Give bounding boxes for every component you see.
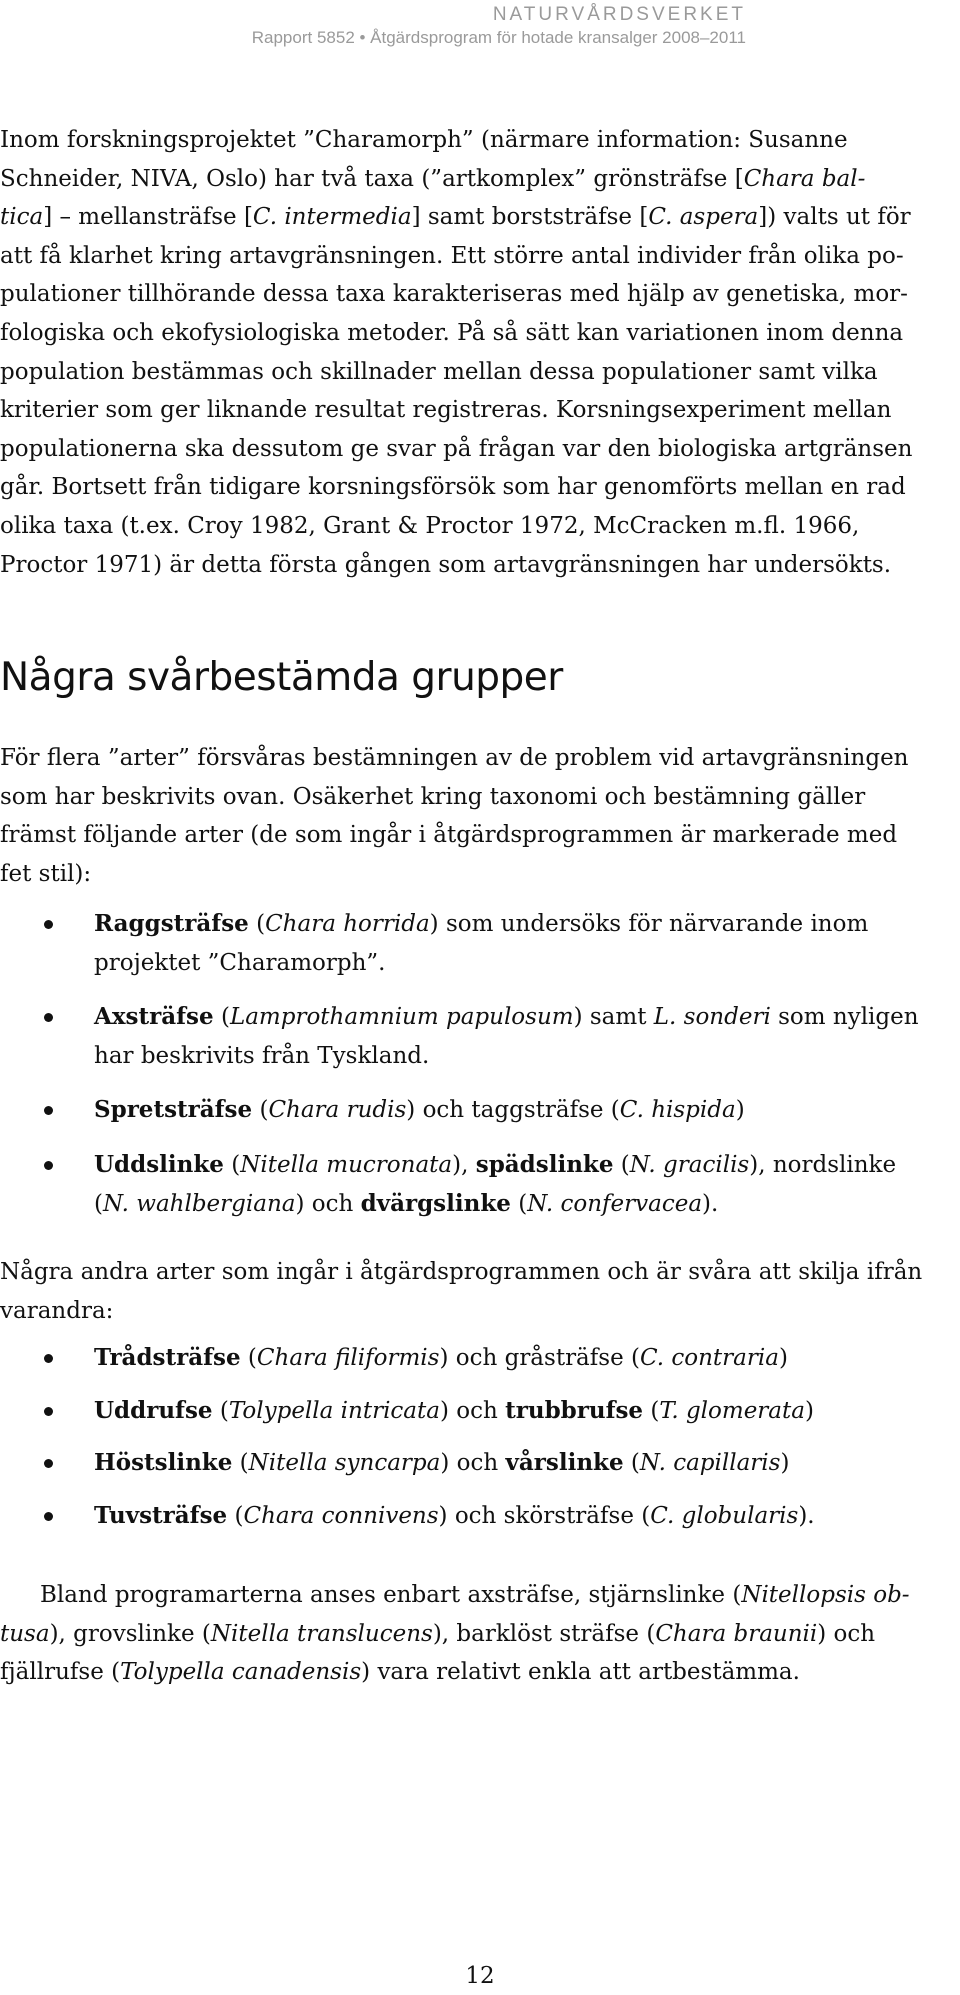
- bullet-icon: [44, 1459, 53, 1468]
- text-line: [0, 855, 958, 894]
- text-run: (: [94, 1190, 103, 1217]
- species-list-uncertain: [0, 905, 958, 1239]
- species-common-name: spädslinke: [475, 1150, 614, 1178]
- list-item: [0, 905, 958, 982]
- species-name: C. hispida: [619, 1097, 736, 1124]
- text-line: [94, 950, 386, 976]
- text-run: går. Bortsett från tidigare korsningsförsök som har genomförts mellan en rad: [0, 474, 906, 501]
- text-line: [94, 1450, 789, 1476]
- text-line: [0, 816, 958, 855]
- text-run: populationerna ska dessutom ge svar på frågan var den biologiska artgränsen: [0, 435, 913, 462]
- text-line: [94, 1004, 919, 1030]
- text-line: [0, 430, 958, 469]
- text-run: (: [252, 1097, 269, 1124]
- text-line: [0, 353, 958, 392]
- species-name: Nitella syncarpa: [248, 1450, 441, 1477]
- species-name: Chara rudis: [268, 1097, 407, 1124]
- list-item: [0, 998, 958, 1075]
- species-common-name: dvärgslinke: [360, 1189, 511, 1217]
- text-run: ), nordslinke: [749, 1151, 897, 1178]
- text-run: som nyligen: [770, 1004, 919, 1031]
- text-run: fjällrufse (: [0, 1659, 121, 1686]
- species-list-hard-to-separate: [0, 1339, 958, 1549]
- text-line: [94, 1152, 896, 1178]
- text-run: kriterier som ger liknande resultat registreras. Korsningsexperiment mellan: [0, 397, 892, 424]
- species-common-name: trubbrufse: [505, 1396, 644, 1424]
- species-common-name: Höstslinke: [94, 1449, 233, 1477]
- header-report-title: Rapport 5852 • Åtgärdsprogram för hotade kransalger 2008–2011: [251, 28, 746, 47]
- text-run: (: [623, 1450, 640, 1477]
- list-item: [0, 1146, 958, 1223]
- text-run: ] samt borststräfse [: [411, 204, 649, 231]
- bullet-icon: [44, 1013, 53, 1022]
- species-name: tusa: [0, 1620, 50, 1647]
- text-run: Några andra arter som ingår i åtgärdsprogrammen och är svåra att skilja ifrån: [0, 1259, 923, 1285]
- text-run: fologiska och ekofysiologiska metoder. På så sätt kan variationen inom denna: [0, 319, 904, 346]
- species-common-name: Spretsträfse: [94, 1096, 253, 1124]
- text-line: [0, 391, 958, 430]
- text-run: har beskrivits från Tyskland.: [94, 1042, 430, 1069]
- header-organization: NATURVÅRDSVERKET: [492, 4, 746, 25]
- text-run: projektet ”Charamorph”.: [94, 949, 386, 976]
- species-name: Nitellopsis ob-: [741, 1582, 910, 1608]
- text-line: [0, 275, 958, 314]
- text-run: (: [227, 1502, 244, 1529]
- text-line: [0, 778, 958, 817]
- text-run: (: [232, 1450, 249, 1477]
- species-name: N. capillaris: [639, 1450, 781, 1477]
- list-item: [0, 1091, 958, 1130]
- species-name: Chara horrida: [265, 911, 430, 937]
- species-name: Nitella translucens: [210, 1620, 433, 1647]
- species-common-name: vårslinke: [505, 1449, 624, 1477]
- text-run: ) samt: [573, 1004, 654, 1031]
- species-common-name: Axsträfse: [94, 1003, 214, 1031]
- easy-species-paragraph: [0, 1576, 958, 1692]
- species-common-name: Uddslinke: [94, 1150, 224, 1178]
- text-line: [94, 1043, 429, 1069]
- list-item: [0, 1444, 958, 1483]
- text-run: pulationer tillhörande dessa taxa karakteriseras med hjälp av genetiska, mor-: [0, 281, 908, 308]
- text-run: För flera ”arter” försvåras bestämningen av de problem vid artavgränsningen: [0, 745, 909, 771]
- text-run: ): [778, 1345, 788, 1371]
- text-run: ).: [798, 1502, 815, 1529]
- species-name: C. contraria: [639, 1345, 779, 1371]
- text-run: ) och taggsträfse (: [406, 1097, 620, 1124]
- text-run: (: [213, 1004, 230, 1031]
- species-name: Lamprothamnium papulosum: [229, 1004, 574, 1031]
- text-line: [94, 1345, 788, 1371]
- species-name: Nitella mucronata: [240, 1151, 453, 1178]
- page-header: [252, 3, 746, 49]
- species-common-name: Uddrufse: [94, 1396, 213, 1424]
- species-name: Chara braunii: [655, 1620, 818, 1647]
- text-line: [0, 1653, 958, 1692]
- text-run: ) som undersöks för närvarande inom: [429, 911, 869, 937]
- text-run: (: [223, 1151, 241, 1178]
- text-line: [0, 198, 958, 237]
- species-name: Tolypella canadensis: [120, 1659, 362, 1686]
- text-line: [0, 468, 958, 507]
- species-name: C. intermedia: [252, 204, 412, 231]
- text-line: [0, 1253, 958, 1292]
- text-run: ) och: [439, 1397, 506, 1424]
- species-name: C. aspera: [648, 204, 759, 231]
- text-run: ) vara relativt enkla att artbestämma.: [361, 1659, 800, 1686]
- text-run: ), barklöst sträfse (: [432, 1620, 656, 1647]
- text-run: Proctor 1971) är detta första gången som artavgränsningen har undersökts.: [0, 551, 892, 578]
- species-name: Chara bal-: [743, 165, 866, 192]
- text-line: [0, 1292, 958, 1331]
- text-line: [94, 1191, 718, 1217]
- bullet-icon: [44, 1354, 53, 1363]
- species-name: T. glomerata: [659, 1397, 805, 1424]
- text-run: (: [510, 1190, 528, 1217]
- text-line: [0, 546, 958, 585]
- species-name: Tolypella intricata: [228, 1397, 440, 1424]
- text-run: att få klarhet kring artavgränsningen. Ett större antal individer från olika po-: [0, 242, 904, 269]
- text-run: ] – mellansträfse [: [43, 204, 253, 231]
- text-run: ): [804, 1397, 814, 1424]
- species-name: tica: [0, 204, 44, 231]
- text-run: fet stil):: [0, 860, 92, 887]
- text-run: (: [240, 1345, 257, 1371]
- other-species-paragraph: [0, 1253, 958, 1330]
- text-run: population bestämmas och skillnader mellan dessa populationer samt vilka: [0, 358, 878, 385]
- text-run: (: [248, 911, 266, 937]
- text-run: ) och: [817, 1620, 876, 1647]
- bullet-icon: [44, 1407, 53, 1416]
- bullet-icon: [44, 1106, 53, 1115]
- text-line: [94, 911, 868, 937]
- species-name: L. sonderi: [653, 1004, 771, 1031]
- text-run: (: [643, 1397, 660, 1424]
- text-run: ) och: [440, 1450, 506, 1477]
- species-name: C. globularis: [650, 1502, 799, 1529]
- text-run: ): [735, 1097, 745, 1124]
- bullet-icon: [44, 920, 53, 929]
- text-line: [0, 314, 958, 353]
- list-item: [0, 1497, 958, 1536]
- page-number: 12: [465, 1963, 495, 1989]
- species-common-name: Trådsträfse: [94, 1344, 241, 1371]
- intro-paragraph: [0, 121, 958, 584]
- text-run: som har beskrivits ovan. Osäkerhet kring taxonomi och bestämning gäller: [0, 783, 866, 810]
- text-run: främst följande arter (de som ingår i åtgärdsprogrammen är markerade med: [0, 822, 898, 849]
- text-run: ) och: [295, 1190, 361, 1217]
- text-run: ), grovslinke (: [49, 1620, 211, 1647]
- species-name: Chara connivens: [243, 1502, 439, 1529]
- text-run: Bland programarterna anses enbart axsträfse, stjärnslinke (: [40, 1582, 742, 1608]
- species-common-name: Tuvsträfse: [94, 1501, 228, 1529]
- bullet-icon: [44, 1512, 53, 1521]
- species-common-name: Raggsträfse: [94, 910, 249, 937]
- text-run: Schneider, NIVA, Oslo) har två taxa (”artkomplex” grönsträfse [: [0, 165, 744, 192]
- text-run: ]) valts ut för: [758, 204, 911, 231]
- section-heading: Några svårbestämda grupper: [0, 655, 563, 700]
- text-line: [0, 507, 958, 546]
- text-run: olika taxa (t.ex. Croy 1982, Grant & Proctor 1972, McCracken m.fl. 1966,: [0, 512, 860, 539]
- list-item: [0, 1392, 958, 1431]
- text-run: (: [212, 1397, 229, 1424]
- text-line: [94, 1503, 815, 1529]
- species-name: Chara filiformis: [256, 1345, 440, 1371]
- text-run: (: [613, 1151, 630, 1178]
- text-line: [0, 1615, 958, 1654]
- text-run: ),: [452, 1151, 476, 1178]
- text-line: [94, 1398, 814, 1424]
- text-run: ) och gråsträfse (: [439, 1345, 640, 1371]
- section-intro-paragraph: [0, 739, 958, 893]
- text-line: [0, 160, 958, 199]
- species-name: N. gracilis: [629, 1151, 750, 1178]
- text-line: [0, 237, 958, 276]
- bullet-icon: [44, 1161, 53, 1170]
- species-name: N. confervacea: [527, 1190, 703, 1217]
- text-run: varandra:: [0, 1297, 114, 1324]
- text-line: [0, 739, 958, 778]
- text-line: [94, 1097, 745, 1123]
- text-run: ) och skörsträfse (: [438, 1502, 651, 1529]
- text-line: [0, 1576, 958, 1615]
- text-run: Inom forskningsprojektet ”Charamorph” (närmare information: Susanne: [0, 127, 848, 153]
- list-item: [0, 1339, 958, 1378]
- species-name: N. wahlbergiana: [102, 1190, 296, 1217]
- text-run: ): [780, 1450, 790, 1477]
- text-run: ).: [702, 1190, 719, 1217]
- text-line: [0, 121, 958, 160]
